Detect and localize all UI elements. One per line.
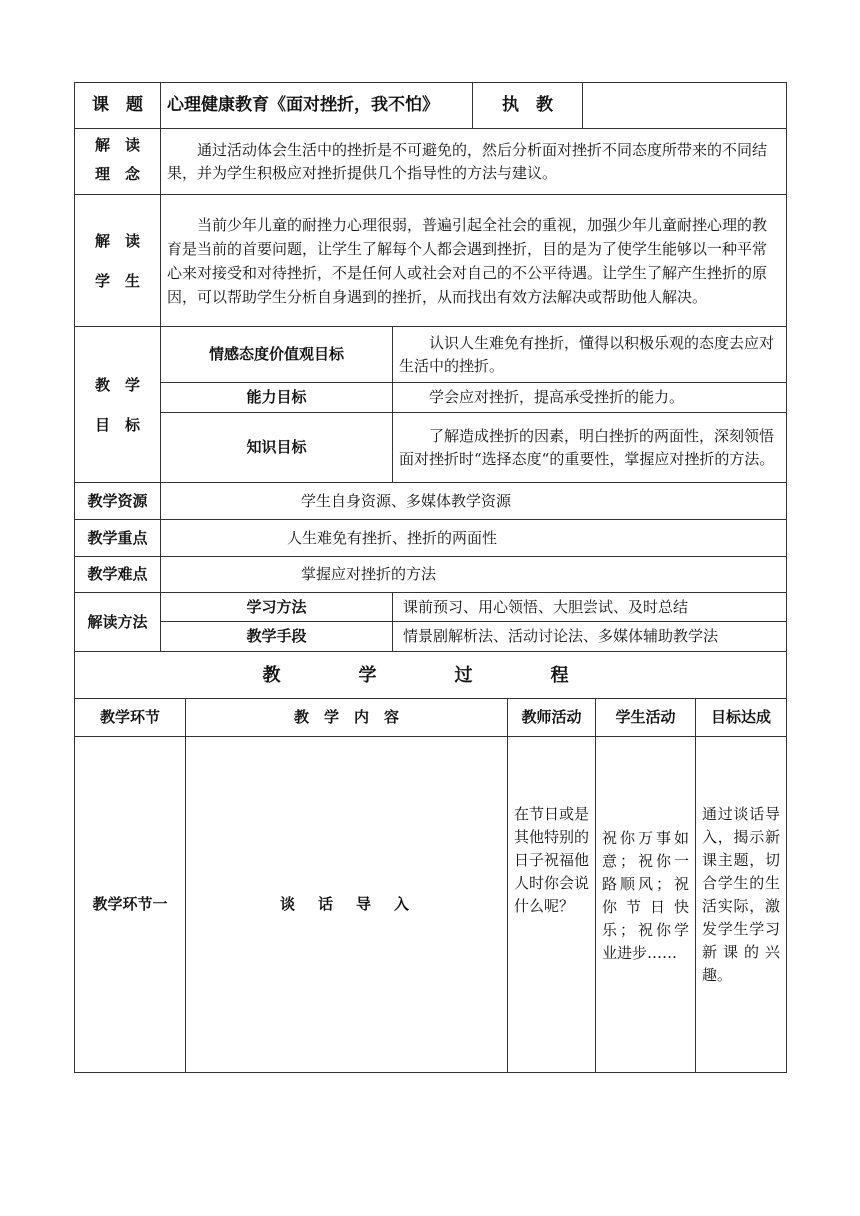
teaching-means-text: 情景剧解析法、活动讨论法、多媒体辅助教学法 bbox=[393, 622, 787, 652]
study-method-name: 学习方法 bbox=[161, 593, 393, 622]
goal-text-ability: 学会应对挫折，提高承受挫折的能力。 bbox=[393, 383, 787, 413]
stage-name: 教学环节一 bbox=[75, 737, 186, 1073]
study-method-row bbox=[75, 593, 787, 622]
topic-label: 课 题 bbox=[75, 83, 161, 129]
header-student: 学生活动 bbox=[596, 699, 696, 737]
lesson-info-table bbox=[74, 82, 787, 327]
concept-row bbox=[75, 129, 787, 195]
goal-row-emotion bbox=[75, 327, 787, 383]
key-points-row bbox=[75, 520, 787, 557]
process-title-row bbox=[75, 652, 787, 699]
student-activity: 祝你万事如意；祝你一路顺风；祝你节日快乐；祝你学业进步…… bbox=[596, 737, 696, 1073]
goal-name-emotion: 情感态度价值观目标 bbox=[161, 327, 393, 383]
goal-name-ability: 能力目标 bbox=[161, 383, 393, 413]
process-table bbox=[74, 651, 787, 1073]
key-points-text: 人生难免有挫折、挫折的两面性 bbox=[161, 520, 787, 557]
teacher-activity: 在节日或是其他特别的日子祝福他人时你会说什么呢？ bbox=[508, 737, 596, 1073]
methods-label: 解读方法 bbox=[75, 593, 161, 652]
concept-text: 通过活动体会生活中的挫折是不可避免的，然后分析面对挫折不同态度所带来的不同结果，并为学生积极应对挫折提供几个指导性的方法与建议。 bbox=[161, 129, 787, 195]
goal-text-knowledge: 了解造成挫折的因素，明白挫折的两面性，深刻领悟面对挫折时“选择态度“的重要性，掌握应对挫折的方法。 bbox=[393, 413, 787, 483]
goal-row-ability bbox=[75, 383, 787, 413]
students-row bbox=[75, 195, 787, 327]
difficulties-text: 掌握应对挫折的方法 bbox=[161, 557, 787, 593]
difficulties-label: 教学难点 bbox=[75, 557, 161, 593]
process-title: 教 学 过 程 bbox=[75, 652, 787, 699]
goals-label: 教 学 目 标 bbox=[75, 327, 161, 483]
goal-text-emotion: 认识人生难免有挫折，懂得以积极乐观的态度去应对生活中的挫折。 bbox=[393, 327, 787, 383]
stage-content: 谈 话 导 入 bbox=[186, 737, 508, 1073]
header-content: 教 学 内 容 bbox=[186, 699, 508, 737]
header-teacher: 教师活动 bbox=[508, 699, 596, 737]
study-method-text: 课前预习、用心领悟、大胆尝试、及时总结 bbox=[393, 593, 787, 622]
teaching-means-name: 教学手段 bbox=[161, 622, 393, 652]
students-text: 当前少年儿童的耐挫力心理很弱，普遍引起全社会的重视，加强少年儿童耐挫心理的教育是当前的首要问题，让学生了解每个人都会遇到挫折，目的是为了使学生能够以一种平常心来对接受和对待挫折，不是任何人或社会对自己的不公平待遇。让学生了解产生挫折的原因，可以帮助学生分析自身遇到的挫折，从而找出有效方法解决或帮助他人解决。 bbox=[161, 195, 787, 327]
process-header-row bbox=[75, 699, 787, 737]
concept-label: 解 读 理 念 bbox=[75, 129, 161, 195]
lesson-plan-document bbox=[74, 82, 786, 1073]
teaching-means-row bbox=[75, 622, 787, 652]
difficulties-row bbox=[75, 557, 787, 593]
students-label: 解 读 学 生 bbox=[75, 195, 161, 327]
process-row bbox=[75, 737, 787, 1073]
teacher-value bbox=[583, 83, 787, 129]
resources-text: 学生自身资源、多媒体教学资源 bbox=[161, 483, 787, 520]
resources-label: 教学资源 bbox=[75, 483, 161, 520]
goal-name-knowledge: 知识目标 bbox=[161, 413, 393, 483]
topic-row bbox=[75, 83, 787, 129]
goal-row-knowledge bbox=[75, 413, 787, 483]
header-goal: 目标达成 bbox=[696, 699, 787, 737]
topic-title: 心理健康教育《面对挫折，我不怕》 bbox=[161, 83, 473, 129]
goal-achievement: 通过谈话导入，揭示新课主题，切合学生的生活实际，激发学生学习新课的兴趣。 bbox=[696, 737, 787, 1073]
header-stage: 教学环节 bbox=[75, 699, 186, 737]
key-points-label: 教学重点 bbox=[75, 520, 161, 557]
goals-table bbox=[74, 326, 787, 483]
resources-row bbox=[75, 483, 787, 520]
resources-table bbox=[74, 482, 787, 652]
teacher-label: 执 教 bbox=[473, 83, 583, 129]
